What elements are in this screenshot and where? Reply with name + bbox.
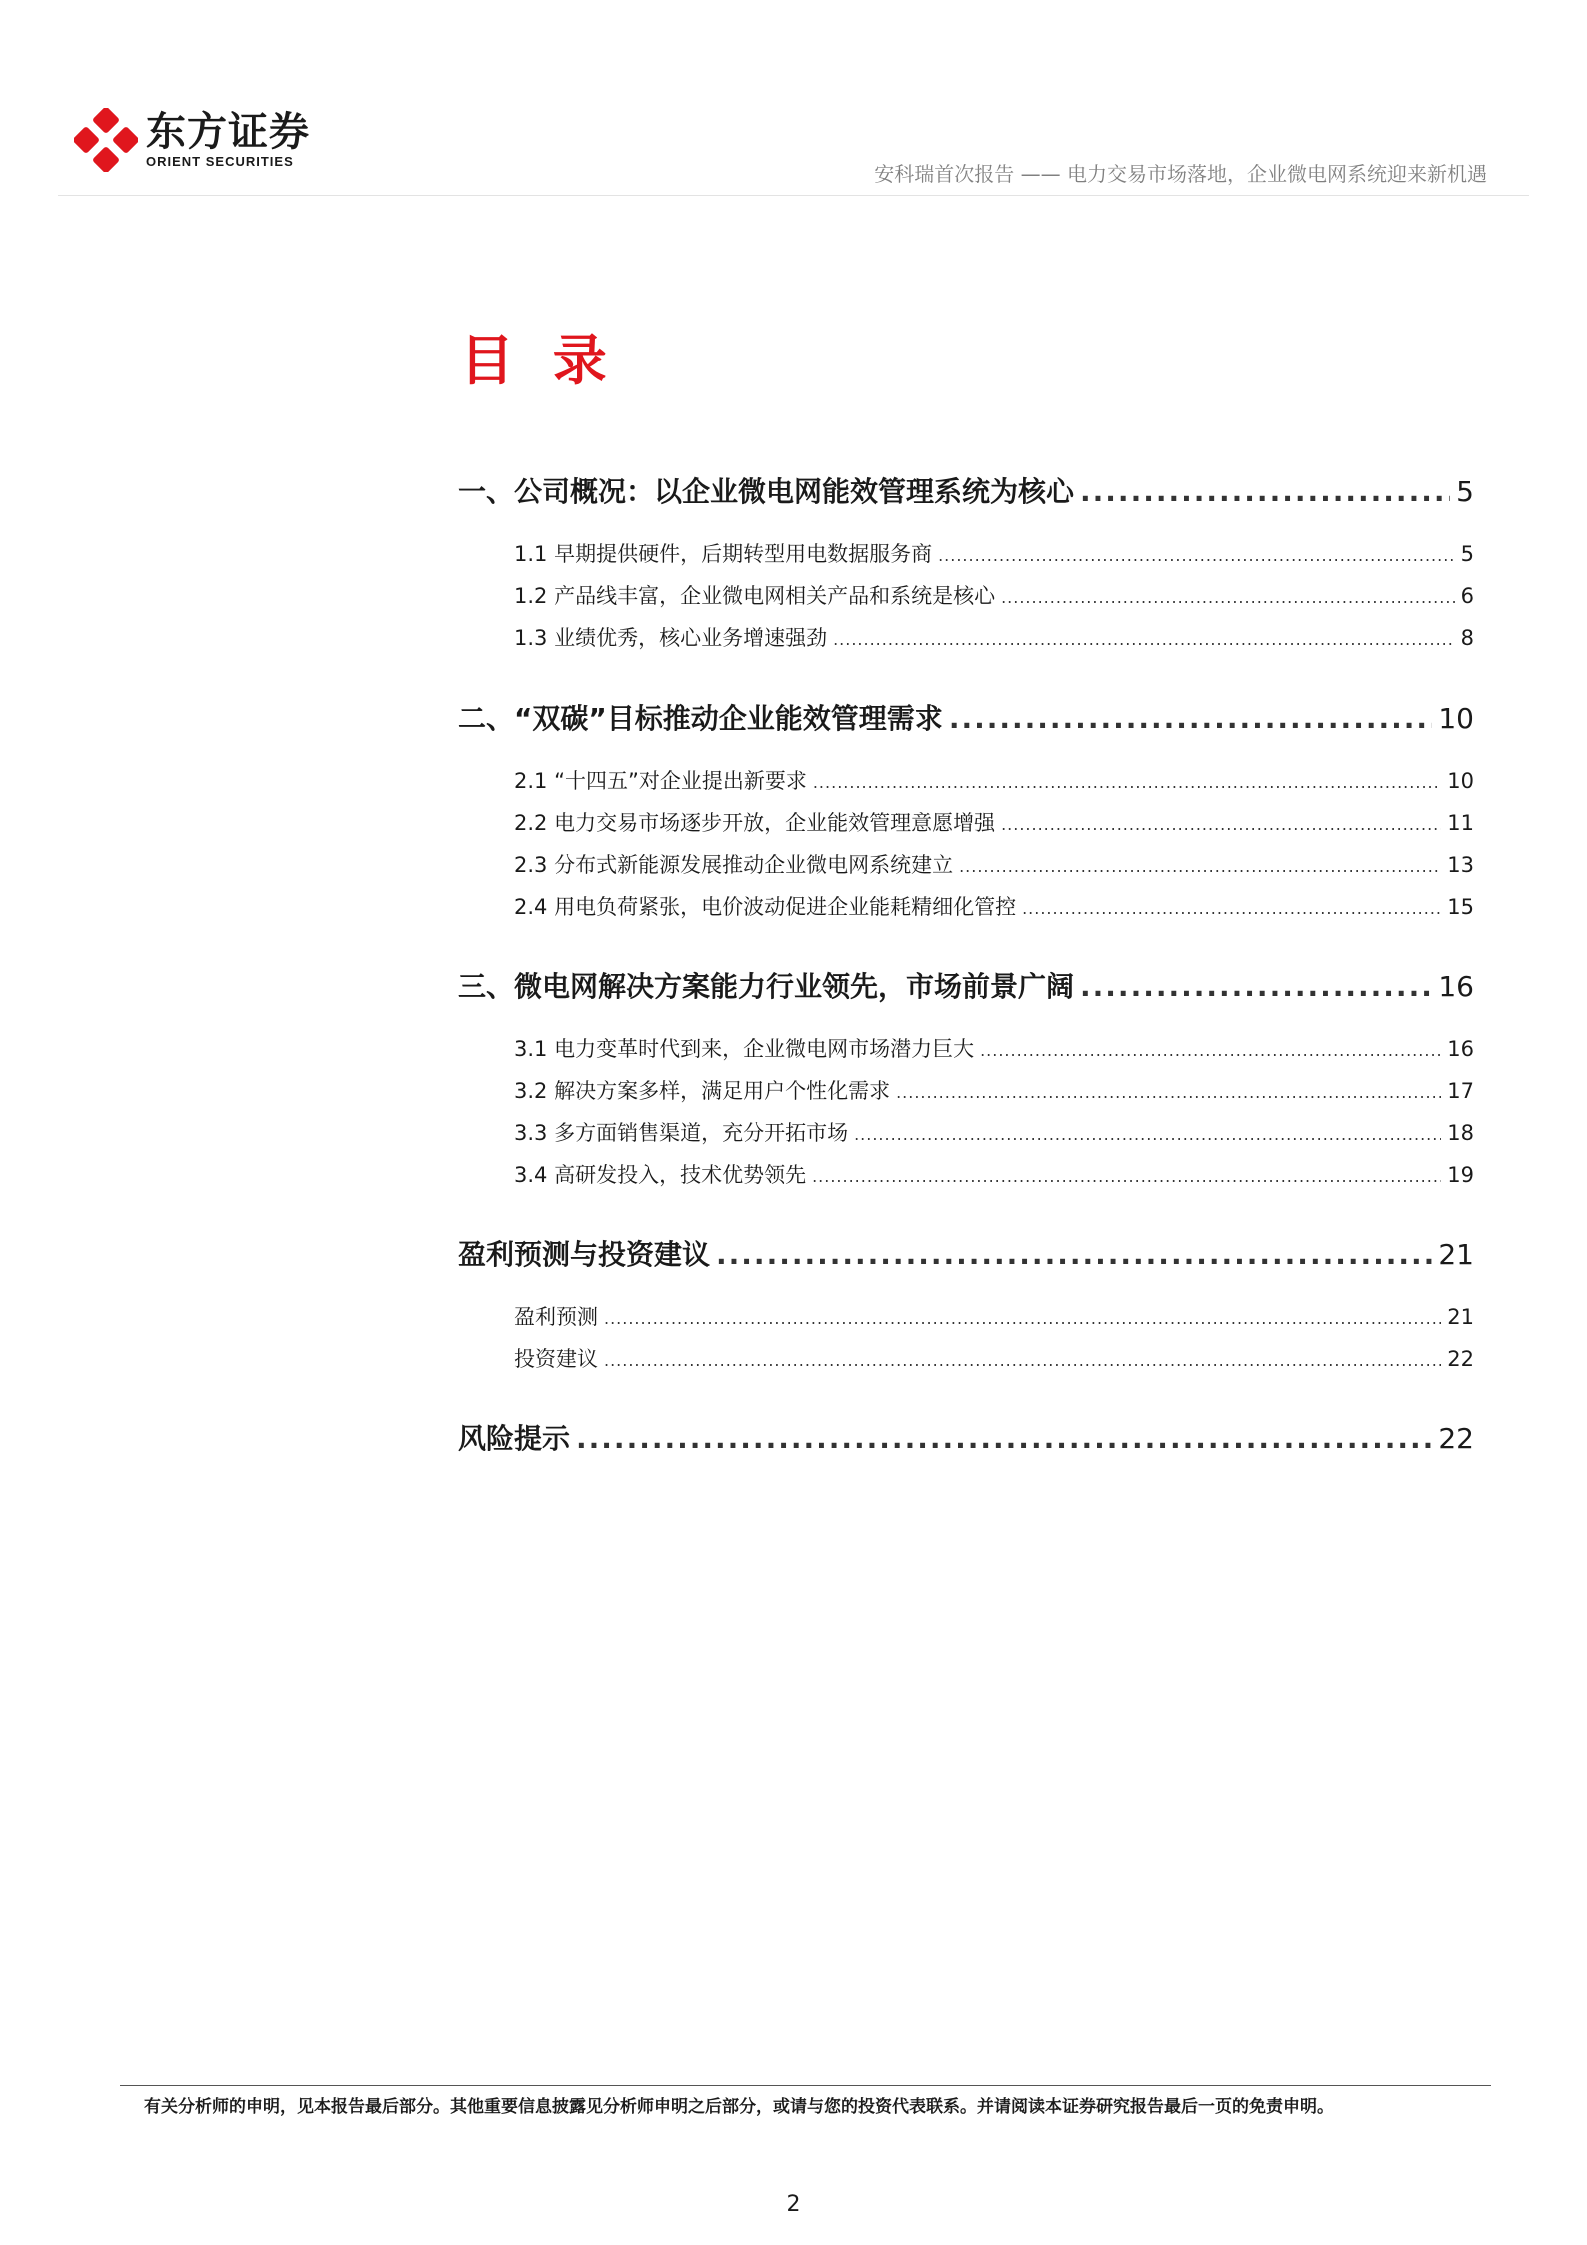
toc-entry-2-2[interactable] bbox=[458, 807, 1474, 837]
header-divider bbox=[58, 195, 1529, 196]
toc-leader-dots bbox=[980, 1041, 1441, 1060]
toc-entry-label: 1.1 早期提供硬件，后期转型用电数据服务商 bbox=[514, 542, 933, 566]
toc-leader-dots bbox=[813, 773, 1441, 792]
toc-leader-dots bbox=[896, 1083, 1441, 1102]
toc-entry-1-1[interactable] bbox=[458, 538, 1474, 568]
toc-entry-page: 22 bbox=[1447, 1347, 1474, 1371]
toc-leader-dots bbox=[1001, 815, 1441, 834]
toc-entry-label: 2.2 电力交易市场逐步开放，企业能效管理意愿增强 bbox=[514, 811, 996, 835]
toc-leader-dots bbox=[576, 1422, 1432, 1455]
toc-entry-label: 风险提示 bbox=[458, 1422, 571, 1455]
toc-entry-profit-forecast[interactable] bbox=[458, 1301, 1474, 1331]
toc-entry-risk[interactable] bbox=[458, 1417, 1474, 1457]
toc-entry-investment-advice[interactable] bbox=[458, 1343, 1474, 1373]
toc-entry-page: 10 bbox=[1447, 769, 1474, 793]
toc-entry-page: 11 bbox=[1447, 811, 1474, 835]
toc-leader-dots bbox=[1022, 899, 1441, 918]
toc-entry-page: 16 bbox=[1438, 970, 1474, 1003]
toc-entry-label: 3.1 电力变革时代到来，企业微电网市场潜力巨大 bbox=[514, 1037, 975, 1061]
toc-entry-page: 13 bbox=[1447, 853, 1474, 877]
toc-leader-dots bbox=[716, 1238, 1432, 1271]
toc-entry-page: 10 bbox=[1438, 702, 1474, 735]
toc-entry-page: 21 bbox=[1438, 1238, 1474, 1271]
footer-divider bbox=[120, 2085, 1491, 2086]
toc-entry-page: 18 bbox=[1447, 1121, 1474, 1145]
toc-leader-dots bbox=[938, 546, 1455, 565]
toc-entry-label: 二、“双碳”目标推动企业能效管理需求 bbox=[458, 702, 943, 735]
toc-entry-label: 1.2 产品线丰富，企业微电网相关产品和系统是核心 bbox=[514, 584, 996, 608]
toc-entry-2-1[interactable] bbox=[458, 765, 1474, 795]
toc-leader-dots bbox=[812, 1167, 1441, 1186]
logo-chinese-name: 东方证券 bbox=[146, 109, 310, 155]
toc-entry-page: 5 bbox=[1456, 475, 1474, 508]
logo-text bbox=[146, 110, 310, 170]
toc-entry-section-3[interactable] bbox=[458, 965, 1474, 1005]
toc-entry-label: 1.3 业绩优秀，核心业务增速强劲 bbox=[514, 626, 828, 650]
toc-entry-label: 3.2 解决方案多样，满足用户个性化需求 bbox=[514, 1079, 891, 1103]
toc-leader-dots bbox=[949, 702, 1433, 735]
toc-entry-1-2[interactable] bbox=[458, 580, 1474, 610]
toc-entry-3-3[interactable] bbox=[458, 1117, 1474, 1147]
toc-leader-dots bbox=[1080, 970, 1432, 1003]
toc-entry-1-3[interactable] bbox=[458, 622, 1474, 652]
toc-entry-section-1[interactable] bbox=[458, 470, 1474, 510]
toc-entry-page: 21 bbox=[1447, 1305, 1474, 1329]
toc-entry-page: 5 bbox=[1460, 542, 1474, 566]
toc-entry-label: 2.4 用电负荷紧张，电价波动促进企业能耗精细化管控 bbox=[514, 895, 1017, 919]
page-header bbox=[0, 0, 1587, 200]
toc-entry-label: 2.3 分布式新能源发展推动企业微电网系统建立 bbox=[514, 853, 954, 877]
toc-entry-3-2[interactable] bbox=[458, 1075, 1474, 1105]
toc-entry-3-1[interactable] bbox=[458, 1033, 1474, 1063]
toc-entry-label: 三、微电网解决方案能力行业领先，市场前景广阔 bbox=[458, 970, 1075, 1003]
company-logo bbox=[74, 108, 310, 172]
toc-leader-dots bbox=[604, 1351, 1441, 1370]
report-title: 安科瑞首次报告 —— 电力交易市场落地，企业微电网系统迎来新机遇 bbox=[874, 162, 1487, 186]
toc-heading: 目 录 bbox=[460, 329, 617, 392]
toc-leader-dots bbox=[604, 1309, 1441, 1328]
toc-entry-page: 6 bbox=[1460, 584, 1474, 608]
toc-entry-page: 16 bbox=[1447, 1037, 1474, 1061]
toc-entry-label: 盈利预测与投资建议 bbox=[458, 1238, 711, 1271]
toc-entry-page: 8 bbox=[1460, 626, 1474, 650]
page-number: 2 bbox=[786, 2192, 801, 2217]
footer-disclaimer: 有关分析师的申明，见本报告最后部分。其他重要信息披露见分析师申明之后部分，或请与您的投资代表联系。并请阅读本证券研究报告最后一页的免责申明。 bbox=[144, 2097, 1334, 2117]
toc-leader-dots bbox=[854, 1125, 1441, 1144]
toc-entry-page: 17 bbox=[1447, 1079, 1474, 1103]
toc-leader-dots bbox=[1001, 588, 1455, 607]
toc-entry-page: 19 bbox=[1447, 1163, 1474, 1187]
toc-entry-3-4[interactable] bbox=[458, 1159, 1474, 1189]
toc-entry-forecast[interactable] bbox=[458, 1233, 1474, 1273]
toc-entry-label: 一、公司概况：以企业微电网能效管理系统为核心 bbox=[458, 475, 1075, 508]
logo-english-name: ORIENT SECURITIES bbox=[146, 154, 294, 169]
toc-entry-2-4[interactable] bbox=[458, 891, 1474, 921]
toc-entry-label: 盈利预测 bbox=[514, 1305, 598, 1329]
toc-entry-label: 2.1 “十四五”对企业提出新要求 bbox=[514, 769, 807, 793]
toc-entry-section-2[interactable] bbox=[458, 697, 1474, 737]
orient-logo-icon bbox=[74, 108, 138, 172]
toc-leader-dots bbox=[833, 630, 1455, 649]
toc-leader-dots bbox=[1080, 475, 1450, 508]
toc-entry-label: 3.4 高研发投入，技术优势领先 bbox=[514, 1163, 807, 1187]
toc-entry-label: 投资建议 bbox=[514, 1347, 598, 1371]
toc-leader-dots bbox=[959, 857, 1441, 876]
toc-entry-label: 3.3 多方面销售渠道，充分开拓市场 bbox=[514, 1121, 849, 1145]
toc-entry-2-3[interactable] bbox=[458, 849, 1474, 879]
toc-entry-page: 22 bbox=[1438, 1422, 1474, 1455]
toc-entry-page: 15 bbox=[1447, 895, 1474, 919]
